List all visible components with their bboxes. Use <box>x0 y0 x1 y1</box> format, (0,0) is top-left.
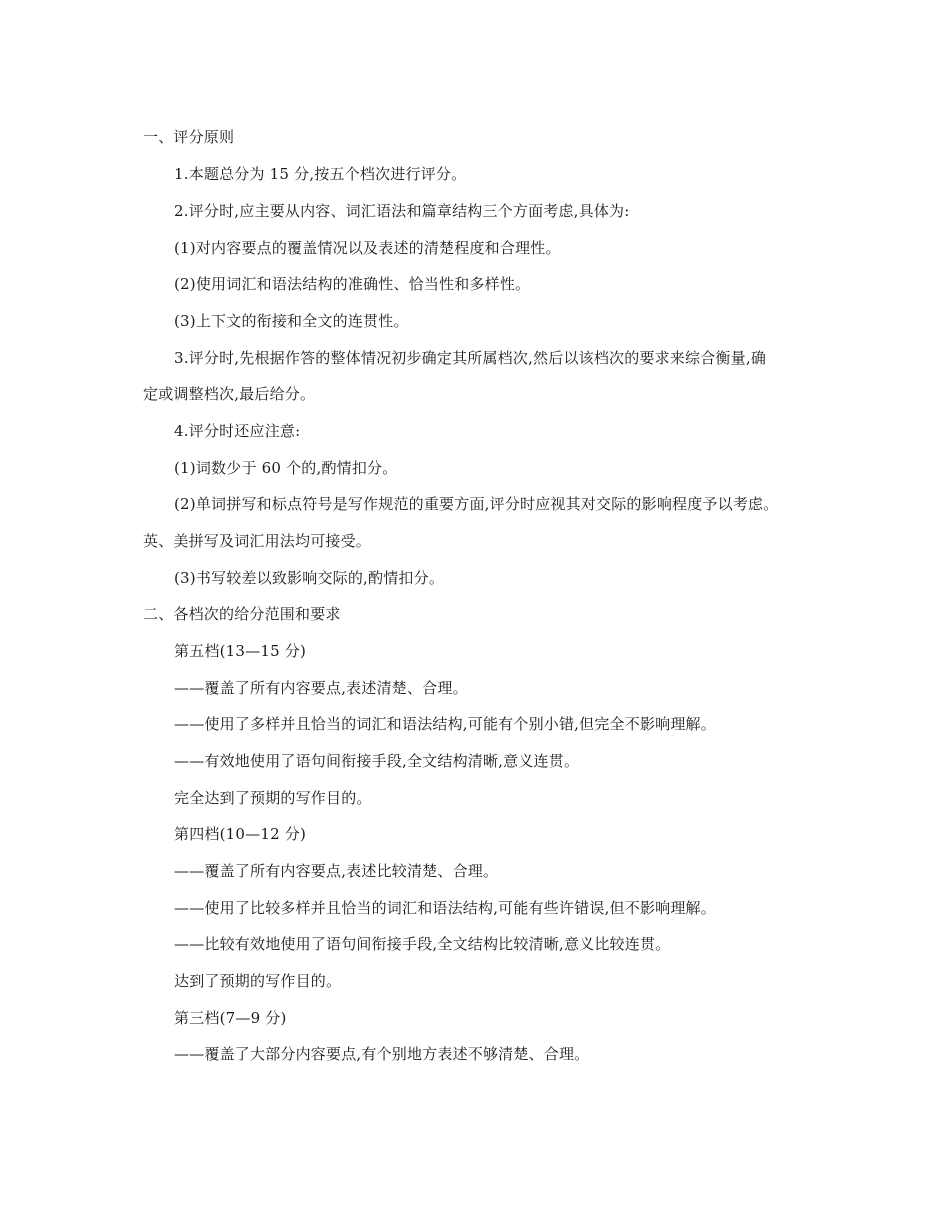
band-4-criterion-3: ——比较有效地使用了语句间衔接手段,全文结构比较清晰,意义比较连贯。 <box>174 935 671 953</box>
section-heading-scoring-principles: 一、评分原则 <box>143 128 235 146</box>
principle-2-item-2: (2)使用词汇和语法结构的准确性、恰当性和多样性。 <box>174 275 531 293</box>
principle-2-item-3: (3)上下文的衔接和全文的连贯性。 <box>174 312 409 330</box>
principle-1: 1.本题总分为 15 分,按五个档次进行评分。 <box>174 165 467 183</box>
band-5-criterion-3: ——有效地使用了语句间衔接手段,全文结构清晰,意义连贯。 <box>174 752 580 770</box>
band-5-criterion-2: ——使用了多样并且恰当的词汇和语法结构,可能有个别小错,但完全不影响理解。 <box>174 715 716 733</box>
band-3-criterion-1: ——覆盖了大部分内容要点,有个别地方表述不够清楚、合理。 <box>174 1045 590 1063</box>
principle-2-item-1: (1)对内容要点的覆盖情况以及表述的清楚程度和合理性。 <box>174 239 561 257</box>
band-5-heading: 第五档(13—15 分) <box>174 642 307 660</box>
band-4-heading: 第四档(10—12 分) <box>174 825 307 843</box>
section-heading-score-bands: 二、各档次的给分范围和要求 <box>143 605 341 623</box>
principle-4-item-3: (3)书写较差以致影响交际的,酌情扣分。 <box>174 569 445 587</box>
band-4-criterion-2: ——使用了比较多样并且恰当的词汇和语法结构,可能有些许错误,但不影响理解。 <box>174 899 716 917</box>
principle-2: 2.评分时,应主要从内容、词汇语法和篇章结构三个方面考虑,具体为: <box>174 202 630 220</box>
band-4-criterion-1: ——覆盖了所有内容要点,表述比较清楚、合理。 <box>174 862 499 880</box>
principle-4-item-1: (1)词数少于 60 个的,酌情扣分。 <box>174 459 398 477</box>
band-3-heading: 第三档(7—9 分) <box>174 1009 287 1027</box>
principle-4-item-2-continued: 英、美拼写及词汇用法均可接受。 <box>143 532 372 550</box>
principle-3-continued: 定或调整档次,最后给分。 <box>143 385 316 403</box>
band-4-summary: 达到了预期的写作目的。 <box>174 972 342 990</box>
principle-4-item-2: (2)单词拼写和标点符号是写作规范的重要方面,评分时应视其对交际的影响程度予以考虑。 <box>174 495 779 513</box>
band-5-summary: 完全达到了预期的写作目的。 <box>174 789 372 807</box>
principle-4: 4.评分时还应注意: <box>174 422 301 440</box>
band-5-criterion-1: ——覆盖了所有内容要点,表述清楚、合理。 <box>174 679 468 697</box>
principle-3: 3.评分时,先根据作答的整体情况初步确定其所属档次,然后以该档次的要求来综合衡量,确 <box>174 349 767 367</box>
